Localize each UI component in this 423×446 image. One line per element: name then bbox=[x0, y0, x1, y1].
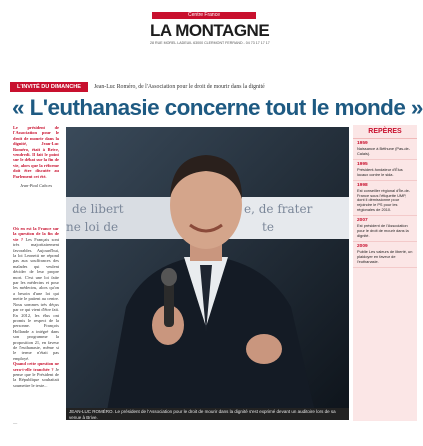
timeline-entry bbox=[353, 216, 417, 242]
timeline-text: Publie Les valeurs de liberté, un plaidoyer en faveur de l'euthanasie. bbox=[357, 248, 413, 264]
question-2: Quand cette question ne sera-t-elle tranchée ? bbox=[13, 361, 59, 372]
timeline-text: Est président de l'Association pour le droit de mourir dans la dignité. bbox=[357, 223, 409, 238]
article-body: Les Français sont très majoritairement favorables. Aujourd'hui, la loi Leonetti ne répond pas aux souffrances des malades qui veulent décider de leur propre mort. C'est une loi faite par les médecins et pour les médecins, alors qu'on a besoin d'une loi qui mette le patient au centre. Nous sommes très déçus par ce qui vient d'être fait. En 2012, les élus ont promis le respect de la personne. François Hollande a intégré dans son programme la proposition 21, en faveur de l'euthanasie, même si le terme n'était pas employé. bbox=[13, 236, 59, 361]
masthead-band: Centre France bbox=[152, 12, 256, 19]
sidebar-title: REPÈRES bbox=[353, 125, 417, 139]
timeline-text: Président-fondateur d'Élus locaux contre le sida. bbox=[357, 166, 403, 177]
question-1: Où en est la France sur la question de la fin de vie ? bbox=[13, 226, 59, 242]
speaker-photo bbox=[66, 127, 349, 416]
photo-sign-left-2: ne loi de bbox=[66, 220, 119, 234]
timeline-year: 2009 bbox=[357, 243, 368, 249]
photo-caption: JEAN-LUC ROMÉRO. Le président de l'Association pour le droit de mourir dans la dignité s'est exprimé devant un auditoire lors de sa venue à Brive. bbox=[66, 408, 349, 420]
rubric-tag: L'INVITÉ DU DIMANCHE bbox=[10, 82, 88, 92]
timeline-year: 1959 bbox=[357, 141, 368, 146]
photo-sign-right-2: te bbox=[262, 220, 274, 234]
timeline-year: 2007 bbox=[357, 218, 368, 224]
timeline-entry bbox=[353, 139, 417, 160]
article-tail: Je pense que le Président de la République souhaitait soumettre le texte... bbox=[13, 366, 59, 388]
footer-text: — bbox=[13, 420, 18, 425]
reperes-sidebar bbox=[353, 125, 417, 421]
article-intro: Le président de l'Association pour le droit de mourir dans la dignité, Jean-Luc Roméro, était à Brive, vendredi. Il fait le point sur le débat sur la fin de vie, alors que la réforme doit être discutée au Parlement cet été. bbox=[13, 125, 59, 179]
masthead-address: 28 RUE MOREL LADEUIL 63000 CLERMONT FERRAND - 04 73 17 17 17 bbox=[150, 41, 270, 45]
timeline-entry bbox=[353, 160, 417, 181]
timeline-entry bbox=[353, 181, 417, 217]
timeline-text: Est conseiller régional d'Île-de-France sous l'étiquette UMP, dont il démissionne pour rejoindre le PS pour les régionales de 2010. bbox=[357, 187, 411, 213]
rubric bbox=[10, 82, 415, 92]
article-intro-column bbox=[13, 125, 59, 192]
photo-sign-left: de libert bbox=[72, 202, 124, 216]
timeline-year: 1998 bbox=[357, 182, 368, 188]
masthead bbox=[150, 12, 290, 46]
article-body-column bbox=[13, 226, 59, 388]
masthead-title: LA MONTAGNE bbox=[150, 21, 270, 40]
article-author: Jean-Paul Cahors bbox=[19, 183, 53, 189]
timeline-text: Naissance à Béthune (Pas-de-Calais). bbox=[357, 146, 410, 156]
timeline-entry bbox=[353, 242, 417, 268]
timeline-year: 1995 bbox=[357, 161, 368, 167]
rubric-text: Jean-Luc Roméro, de l'Association pour le droit de mourir dans la dignité bbox=[94, 84, 265, 90]
headline: « L'euthanasie concerne tout le monde » bbox=[12, 95, 423, 120]
photo-sign-right: e, de frater bbox=[244, 202, 313, 216]
